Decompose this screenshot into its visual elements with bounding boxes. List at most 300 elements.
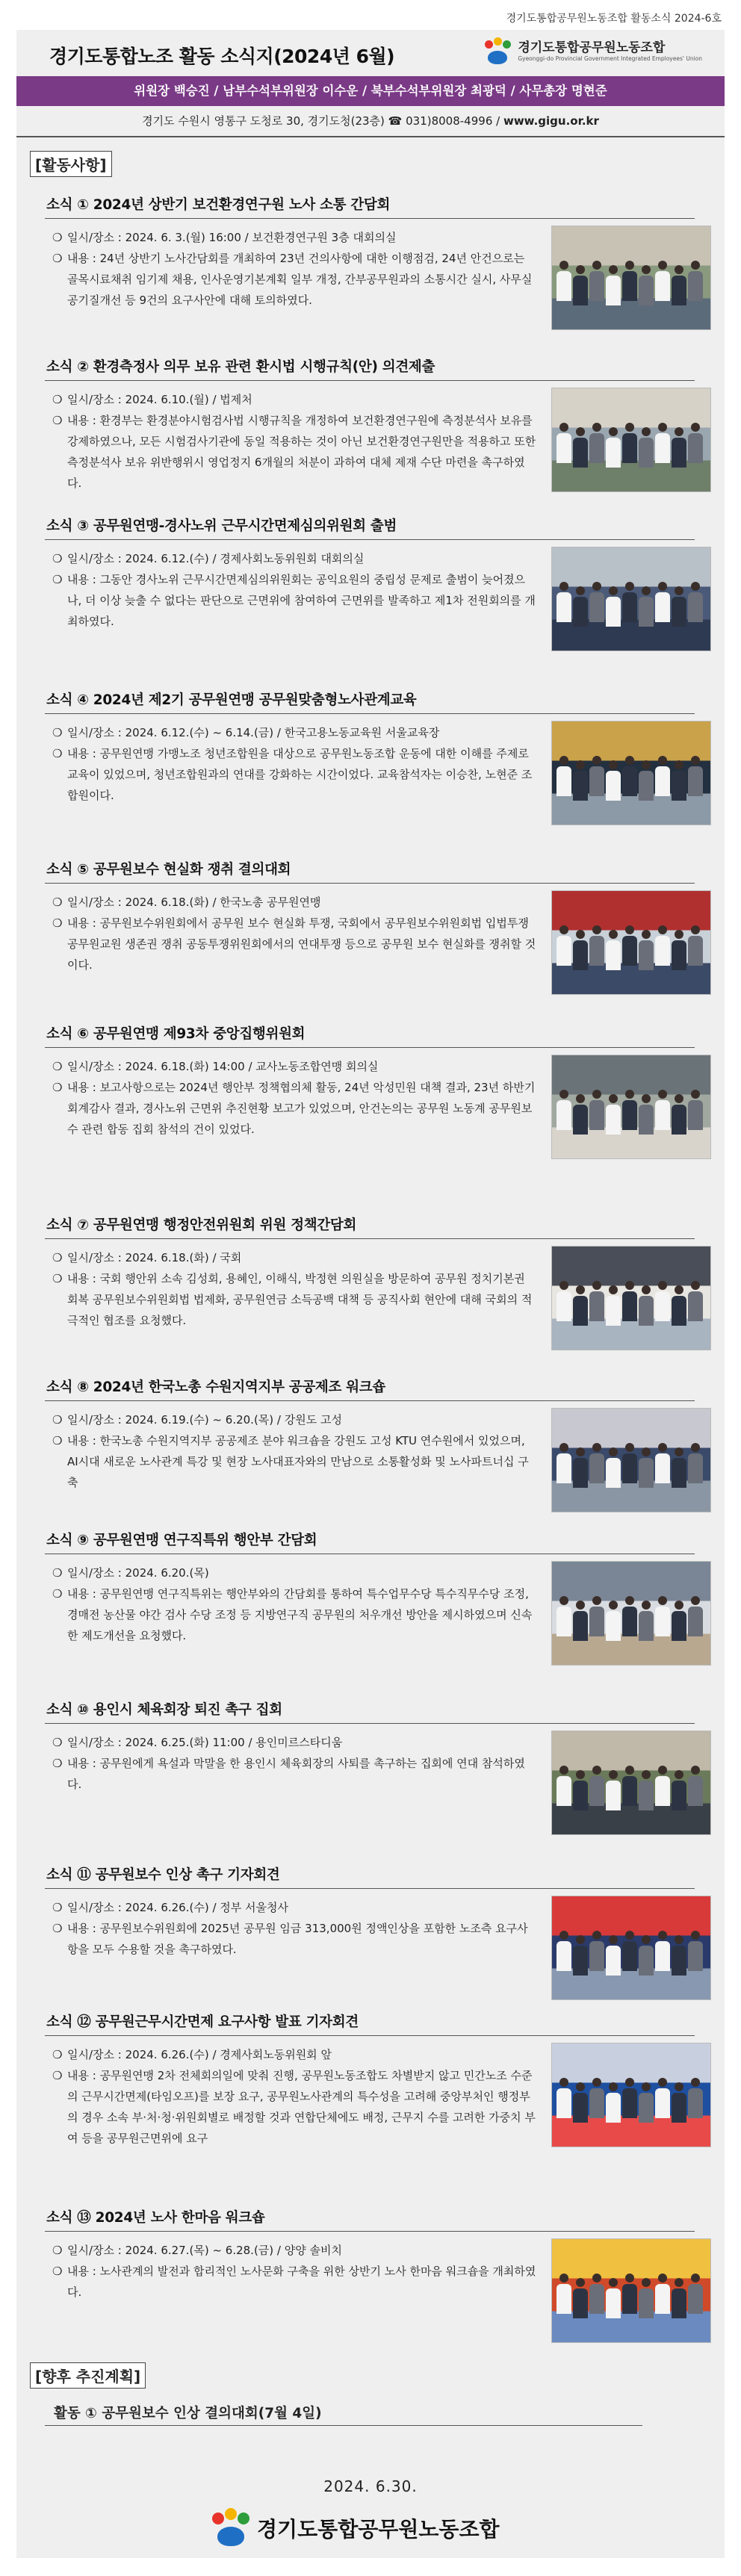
photo-figure bbox=[675, 427, 683, 436]
photo-figure-body bbox=[573, 1458, 588, 1488]
photo-figure-body bbox=[606, 940, 621, 970]
photo-figure-body bbox=[606, 1946, 621, 1976]
photo-figure-body bbox=[556, 1941, 571, 1971]
news-item-text: 일시/장소 : 2024. 6.18.(화) / 한국노총 공무원연맹 bbox=[67, 896, 321, 909]
photo-figure bbox=[675, 1770, 683, 1779]
photo-figure bbox=[592, 1931, 601, 1940]
news-item-title: 소식 ⑫ 공무원근무시간면제 요구사항 발표 기자회견 bbox=[46, 2014, 359, 2030]
photo-figure-body bbox=[556, 2088, 571, 2118]
photo-figure-body bbox=[589, 2284, 604, 2314]
photo-figure bbox=[576, 930, 585, 939]
bullet-icon: ❍ bbox=[52, 747, 63, 760]
plan-divider bbox=[45, 2425, 642, 2426]
news-item-divider bbox=[45, 883, 695, 884]
photo-figure bbox=[576, 1770, 585, 1779]
photo-figure-body bbox=[622, 1607, 637, 1636]
news-item-text: 내용 : 공무원보수위원회에서 공무원 보수 현실화 투쟁, 국회에서 공무원보수위원회법 입법투쟁 공무원교원 생존권 쟁취 공동투쟁위원회에서의 연대투쟁 등으로 공무원 보수 현실화를 쟁취할 것이다. bbox=[67, 916, 536, 972]
bullet-icon: ❍ bbox=[52, 1272, 63, 1285]
photo-figure bbox=[576, 427, 585, 436]
issue-note: 경기도통합공무원노동조합 활동소식 2024-6호 bbox=[506, 13, 722, 25]
photo-figure-body bbox=[573, 940, 588, 970]
bullet-icon: ❍ bbox=[52, 916, 63, 930]
photo-figure-body bbox=[655, 2284, 670, 2314]
photo-figure-body bbox=[573, 1296, 588, 1326]
photo-figure-body bbox=[655, 1941, 670, 1971]
photo-figure bbox=[559, 1443, 568, 1452]
news-item-row bbox=[52, 410, 536, 494]
photo-figure bbox=[642, 2082, 651, 2091]
photo-figure bbox=[609, 2082, 618, 2091]
news-item-divider bbox=[45, 1888, 695, 1889]
photo-figure bbox=[592, 2078, 601, 2087]
bullet-icon: ❍ bbox=[52, 1587, 63, 1601]
bullet-icon: ❍ bbox=[52, 414, 63, 427]
photo-figure-body bbox=[622, 592, 637, 622]
photo-figure bbox=[559, 261, 568, 270]
news-item-text: 일시/장소 : 2024. 6.27.(목) ~ 6.28.(금) / 양양 솔비치 bbox=[67, 2244, 342, 2257]
news-item-row bbox=[52, 1583, 536, 1646]
photo-figure-body bbox=[688, 766, 703, 796]
news-item-title: 소식 ⑦ 공무원연맹 행정안전위원회 위원 정책간담회 bbox=[46, 1217, 357, 1233]
photo-figure bbox=[691, 1443, 700, 1452]
news-item-photo bbox=[551, 721, 711, 825]
newsletter-sheet bbox=[16, 30, 725, 2558]
news-item-text: 내용 : 환경부는 환경분야시험검사법 시행규칙을 개정하여 보건환경연구원에 측정분석사 보유를 강제하였으나, 모든 시험검사기관에 동일 적용하는 것이 아닌 보건환경연구원만을 적용하고 또한 측정분석사 보유 위반행위시 영업정지 6개월의 처분이 과하여 대체 제재 수단 마련을 촉구하였다. bbox=[67, 414, 536, 490]
photo-figure-body bbox=[573, 276, 588, 305]
photo-figure bbox=[642, 586, 651, 595]
photo-figure-body bbox=[573, 771, 588, 801]
photo-figure bbox=[658, 2078, 667, 2087]
photo-figure bbox=[559, 756, 568, 765]
photo-figure bbox=[625, 756, 634, 765]
photo-figure bbox=[559, 2078, 568, 2087]
photo-figure bbox=[576, 760, 585, 769]
photo-figure-body bbox=[589, 1100, 604, 1130]
news-item-photo bbox=[551, 2238, 711, 2343]
photo-figure-body bbox=[639, 1611, 654, 1641]
photo-figure-body bbox=[573, 597, 588, 627]
photo-figure-body bbox=[556, 1776, 571, 1806]
news-item-body bbox=[52, 1247, 536, 1331]
photo-figure-body bbox=[655, 271, 670, 301]
photo-figure-body bbox=[573, 1781, 588, 1810]
news-item-text: 일시/장소 : 2024. 6.26.(수) / 정부 서울청사 bbox=[67, 1901, 288, 1914]
photo-figure-body bbox=[589, 2088, 604, 2118]
news-item-divider bbox=[45, 218, 695, 219]
bullet-icon: ❍ bbox=[52, 393, 63, 406]
photo-figure bbox=[675, 2278, 683, 2287]
photo-figure bbox=[609, 1094, 618, 1103]
photo-figure-body bbox=[622, 1291, 637, 1321]
news-item-divider bbox=[45, 2035, 695, 2036]
photo-figure-body bbox=[556, 766, 571, 796]
photo-figure bbox=[691, 1931, 700, 1940]
photo-figure-body bbox=[589, 1607, 604, 1636]
news-item-photo bbox=[551, 1896, 711, 2000]
photo-figure-body bbox=[622, 1941, 637, 1971]
news-item-text: 내용 : 공무원보수위원회에 2025년 공무원 임금 313,000원 정액인상을 포함한 노조측 요구사항을 모두 수용할 것을 촉구하였다. bbox=[67, 1922, 528, 1956]
photo-figure bbox=[576, 1285, 585, 1294]
bullet-icon: ❍ bbox=[52, 252, 63, 265]
bullet-icon: ❍ bbox=[52, 1757, 63, 1770]
photo-figure bbox=[658, 925, 667, 934]
photo-figure-body bbox=[606, 597, 621, 627]
photo-figure-body bbox=[622, 1453, 637, 1483]
plans-heading: [향후 추진계획] bbox=[30, 2362, 146, 2389]
news-item-body bbox=[52, 1056, 536, 1140]
photo-figure bbox=[691, 1596, 700, 1605]
photo-figure-body bbox=[655, 1453, 670, 1483]
bullet-icon: ❍ bbox=[52, 2244, 63, 2257]
news-item-row bbox=[52, 722, 536, 743]
photo-figure-body bbox=[655, 2088, 670, 2118]
photo-figure-body bbox=[639, 771, 654, 801]
photo-figure bbox=[609, 265, 618, 274]
photo-figure bbox=[691, 2078, 700, 2087]
photo-figure-body bbox=[573, 2288, 588, 2318]
photo-figure bbox=[658, 1443, 667, 1452]
news-item-text: 내용 : 공무원에게 욕설과 막말을 한 용인시 체육회장의 사퇴를 촉구하는 집회에 연대 참석하였다. bbox=[67, 1757, 525, 1791]
photo-figure-body bbox=[672, 1296, 686, 1326]
news-item-photo bbox=[551, 2043, 711, 2147]
bullet-icon: ❍ bbox=[52, 1081, 63, 1094]
news-item-body bbox=[52, 1897, 536, 1960]
news-item-row bbox=[52, 1562, 536, 1583]
news-item-row bbox=[52, 1056, 536, 1077]
news-item-row bbox=[52, 389, 536, 410]
footer-logo bbox=[211, 2508, 500, 2548]
news-item-photo bbox=[551, 388, 711, 492]
photo-figure bbox=[625, 2078, 634, 2087]
photo-figure bbox=[625, 423, 634, 432]
photo-figure bbox=[675, 1285, 683, 1294]
photo-figure bbox=[559, 1090, 568, 1099]
news-item-divider bbox=[45, 539, 695, 540]
photo-figure bbox=[592, 756, 601, 765]
photo-figure bbox=[609, 586, 618, 595]
news-item-photo bbox=[551, 547, 711, 651]
news-item-divider bbox=[45, 380, 695, 381]
photo-figure-body bbox=[606, 2093, 621, 2123]
photo-figure-body bbox=[556, 1100, 571, 1130]
photo-figure bbox=[642, 1094, 651, 1103]
photo-figure-body bbox=[556, 1607, 571, 1636]
officers-bar: 위원장 백승진 / 남부수석부위원장 이수운 / 북부수석부위원장 최광덕 / 사무총장 명현준 bbox=[16, 76, 725, 106]
photo-figure bbox=[592, 1281, 601, 1290]
bullet-icon: ❍ bbox=[52, 573, 63, 586]
photo-figure-body bbox=[589, 1941, 604, 1971]
photo-figure bbox=[609, 1447, 618, 1456]
photo-figure bbox=[658, 1090, 667, 1099]
news-item-row bbox=[52, 1897, 536, 1918]
bullet-icon: ❍ bbox=[52, 1922, 63, 1935]
photo-figure-body bbox=[688, 1100, 703, 1130]
photo-figure-body bbox=[606, 771, 621, 801]
photo-figure bbox=[559, 1596, 568, 1605]
news-item-row bbox=[52, 2044, 536, 2065]
photo-figure bbox=[658, 1281, 667, 1290]
bullet-icon: ❍ bbox=[52, 1736, 63, 1749]
photo-figure bbox=[658, 1596, 667, 1605]
photo-figure bbox=[592, 2274, 601, 2282]
photo-figure bbox=[592, 582, 601, 591]
photo-figure bbox=[625, 1281, 634, 1290]
news-item-text: 내용 : 그동안 경사노위 근무시간면제심의위원회는 공익요원의 중립성 문제로 출범이 늦어졌으나, 더 이상 늦출 수 없다는 판단으로 근면위에 참여하여 근면위를 발족하고 제1차 전원회의를 개최하였다. bbox=[67, 573, 536, 628]
bullet-icon: ❍ bbox=[52, 1434, 63, 1447]
photo-figure bbox=[609, 1935, 618, 1944]
news-item-text: 일시/장소 : 2024. 6.12.(수) / 경제사회노동위원회 대회의실 bbox=[67, 552, 365, 565]
photo-figure bbox=[576, 1601, 585, 1610]
news-item-text: 일시/장소 : 2024. 6.25.(화) 11:00 / 용인미르스타디움 bbox=[67, 1736, 343, 1749]
photo-figure bbox=[559, 423, 568, 432]
photo-figure-body bbox=[672, 2093, 686, 2123]
photo-figure bbox=[625, 582, 634, 591]
photo-figure bbox=[658, 423, 667, 432]
photo-figure-body bbox=[606, 438, 621, 468]
newsletter-title: 경기도통합노조 활동 소식지(2024년 6월) bbox=[49, 46, 395, 67]
photo-figure-body bbox=[622, 433, 637, 463]
news-item-title: 소식 ⑤ 공무원보수 현실화 쟁취 결의대회 bbox=[46, 862, 291, 878]
photo-figure-body bbox=[556, 1453, 571, 1483]
news-item-text: 일시/장소 : 2024. 6.12.(수) ~ 6.14.(금) / 한국고용노동교육원 서울교육장 bbox=[67, 726, 440, 739]
news-item-photo bbox=[551, 1408, 711, 1512]
news-item-row bbox=[52, 892, 536, 913]
news-item-row bbox=[52, 248, 536, 311]
photo-figure-body bbox=[655, 433, 670, 463]
photo-figure bbox=[592, 261, 601, 270]
news-item-text: 내용 : 국회 행안위 소속 김성회, 용혜인, 이해식, 박정현 의원실을 방문하여 공무원 정치기본권 회복 공무원보수위원회법 법제화, 공무원연금 소득공백 대책 등 공직사회 현안에 대해 국회의 적극적인 협조를 요청했다. bbox=[67, 1272, 533, 1327]
photo-figure-body bbox=[639, 1296, 654, 1326]
photo-figure bbox=[625, 1443, 634, 1452]
news-item-title: 소식 ⑥ 공무원연맹 제93차 중앙집행위원회 bbox=[46, 1026, 306, 1042]
photo-figure-body bbox=[589, 1776, 604, 1806]
photo-figure bbox=[691, 2274, 700, 2282]
photo-figure bbox=[642, 265, 651, 274]
photo-figure bbox=[675, 265, 683, 274]
bullet-icon: ❍ bbox=[52, 1566, 63, 1580]
news-item-title: 소식 ⑧ 2024년 한국노총 수원지역지부 공공제조 워크숍 bbox=[46, 1379, 385, 1395]
photo-figure bbox=[691, 1090, 700, 1099]
photo-figure-body bbox=[622, 1776, 637, 1806]
website-link[interactable]: www.gigu.or.kr bbox=[503, 114, 599, 128]
photo-figure-body bbox=[639, 1781, 654, 1810]
photo-figure-body bbox=[672, 438, 686, 468]
news-item-divider bbox=[45, 1238, 695, 1239]
photo-figure bbox=[625, 1596, 634, 1605]
photo-figure bbox=[559, 1281, 568, 1290]
photo-figure-body bbox=[655, 1291, 670, 1321]
news-item-body bbox=[52, 722, 536, 806]
photo-figure-body bbox=[639, 2093, 654, 2123]
photo-figure-body bbox=[556, 2284, 571, 2314]
photo-figure-body bbox=[622, 936, 637, 966]
bullet-icon: ❍ bbox=[52, 552, 63, 565]
photo-figure bbox=[658, 261, 667, 270]
news-item-text: 내용 : 공무원연맹 연구직특위는 행안부와의 간담회를 통하여 특수업무수당 특수직무수당 조정, 경매전 농산물 야간 검사 수당 조정 등 지방연구직 공무원의 처우개선 방안을 제시하였으며 신속한 제도개선을 요청했다. bbox=[67, 1587, 533, 1642]
photo-figure-body bbox=[639, 2288, 654, 2318]
photo-figure-body bbox=[655, 766, 670, 796]
photo-figure bbox=[691, 1281, 700, 1290]
photo-figure-body bbox=[688, 2088, 703, 2118]
news-item-row bbox=[52, 1077, 536, 1140]
photo-figure bbox=[592, 423, 601, 432]
photo-figure-body bbox=[688, 2284, 703, 2314]
photo-figure-body bbox=[573, 1105, 588, 1135]
photo-figure bbox=[675, 586, 683, 595]
photo-figure-body bbox=[606, 1611, 621, 1641]
news-item-row bbox=[52, 1430, 536, 1493]
news-item-body bbox=[52, 2044, 536, 2149]
photo-figure-body bbox=[589, 766, 604, 796]
address-line bbox=[16, 106, 725, 137]
photo-figure-body bbox=[639, 597, 654, 627]
photo-figure-body bbox=[672, 1611, 686, 1641]
photo-figure-body bbox=[606, 2288, 621, 2318]
photo-figure bbox=[658, 1931, 667, 1940]
union-name-en: Gyeonggi-do Provincial Government Integrated Employees' Union bbox=[518, 55, 702, 62]
photo-figure-body bbox=[556, 592, 571, 622]
photo-figure-body bbox=[672, 1946, 686, 1976]
photo-figure-body bbox=[639, 1105, 654, 1135]
union-logo bbox=[483, 37, 702, 66]
photo-figure bbox=[691, 582, 700, 591]
photo-figure-body bbox=[688, 433, 703, 463]
bullet-icon: ❍ bbox=[52, 1251, 63, 1264]
photo-figure bbox=[576, 2082, 585, 2091]
photo-figure bbox=[576, 1447, 585, 1456]
news-item-row bbox=[52, 2240, 536, 2261]
photo-figure bbox=[675, 930, 683, 939]
bullet-icon: ❍ bbox=[52, 726, 63, 739]
photo-figure bbox=[642, 1447, 651, 1456]
photo-figure-body bbox=[672, 1105, 686, 1135]
photo-figure bbox=[658, 756, 667, 765]
photo-figure-body bbox=[589, 1453, 604, 1483]
news-item-text: 내용 : 24년 상반기 노사간담회를 개최하여 23년 건의사항에 대한 이행점검, 24년 안건으로는 골목시료채취 임기제 채용, 인사운영기본계획 일부 개정, 간부공무원과의 소통시간 실시, 사무실 공기질개선 등 9건의 요구사안에 대해 토의하였다. bbox=[67, 252, 533, 307]
photo-figure-body bbox=[573, 438, 588, 468]
photo-figure bbox=[559, 1931, 568, 1940]
photo-figure bbox=[642, 1285, 651, 1294]
photo-figure-body bbox=[622, 271, 637, 301]
photo-figure bbox=[559, 2274, 568, 2282]
photo-figure bbox=[642, 427, 651, 436]
address-text: 경기도 수원시 영통구 도청로 30, 경기도청(23층) ☎ 031)8008-4996 / bbox=[142, 114, 500, 128]
bullet-icon: ❍ bbox=[52, 1060, 63, 1073]
photo-figure-body bbox=[672, 276, 686, 305]
news-item-text: 일시/장소 : 2024. 6.18.(화) / 국회 bbox=[67, 1251, 242, 1264]
photo-figure bbox=[592, 1090, 601, 1099]
news-item-row bbox=[52, 2261, 536, 2303]
news-item-row bbox=[52, 1268, 536, 1331]
photo-figure bbox=[625, 2274, 634, 2282]
activities-heading: [활동사항] bbox=[30, 151, 112, 177]
union-logo-icon bbox=[483, 37, 512, 66]
photo-figure bbox=[675, 1935, 683, 1944]
photo-figure-body bbox=[589, 271, 604, 301]
news-item-text: 내용 : 보고사항으로는 2024년 행안부 정책협의체 활동, 24년 악성민원 대책 결과, 23년 하반기 회계감사 결과, 경사노위 근면위 추진현황 보고가 있었으며, 안건논의는 공무원 노동계 공무원보수 관련 합동 집회 참석의 건이 있었다. bbox=[67, 1081, 536, 1136]
photo-figure bbox=[592, 925, 601, 934]
photo-figure bbox=[642, 760, 651, 769]
photo-figure bbox=[609, 1285, 618, 1294]
news-item-row bbox=[52, 1409, 536, 1430]
photo-figure bbox=[625, 261, 634, 270]
photo-figure bbox=[576, 265, 585, 274]
photo-figure-body bbox=[688, 1776, 703, 1806]
photo-figure bbox=[691, 925, 700, 934]
photo-figure-body bbox=[622, 2284, 637, 2314]
photo-figure-body bbox=[672, 2288, 686, 2318]
photo-figure-body bbox=[556, 271, 571, 301]
bullet-icon: ❍ bbox=[52, 2265, 63, 2278]
news-item-title: 소식 ③ 공무원연맹-경사노위 근무시간면제심의위원회 출범 bbox=[46, 518, 397, 534]
news-item-divider bbox=[45, 713, 695, 714]
header bbox=[16, 30, 725, 76]
photo-figure-body bbox=[573, 1611, 588, 1641]
photo-figure-body bbox=[606, 1781, 621, 1810]
photo-figure bbox=[625, 925, 634, 934]
footer-logo-icon bbox=[211, 2508, 251, 2548]
news-item-divider bbox=[45, 2231, 695, 2232]
footer-union-name: 경기도통합공무원노동조합 bbox=[257, 2517, 500, 2542]
bullet-icon: ❍ bbox=[52, 1901, 63, 1914]
photo-figure-body bbox=[589, 936, 604, 966]
photo-figure-body bbox=[655, 1776, 670, 1806]
photo-figure bbox=[691, 261, 700, 270]
photo-figure bbox=[559, 582, 568, 591]
news-item-text: 내용 : 노사관계의 발전과 합리적인 노사문화 구축을 위한 상반기 노사 한마음 워크숍을 개최하였다. bbox=[67, 2265, 536, 2299]
news-item-row bbox=[52, 1753, 536, 1795]
bullet-icon: ❍ bbox=[52, 896, 63, 909]
news-item-photo bbox=[551, 1731, 711, 1835]
photo-figure-body bbox=[639, 276, 654, 305]
photo-figure-body bbox=[606, 276, 621, 305]
photo-figure-body bbox=[639, 1458, 654, 1488]
news-item-row bbox=[52, 227, 536, 248]
news-item-row bbox=[52, 569, 536, 632]
news-item-divider bbox=[45, 1400, 695, 1401]
photo-figure-body bbox=[672, 597, 686, 627]
news-item-text: 일시/장소 : 2024. 6.20.(목) bbox=[67, 1566, 209, 1580]
photo-figure-body bbox=[688, 936, 703, 966]
photo-figure bbox=[609, 760, 618, 769]
news-item-body bbox=[52, 227, 536, 311]
photo-figure bbox=[691, 423, 700, 432]
photo-figure-body bbox=[688, 1291, 703, 1321]
news-item-text: 내용 : 공무원연맹 2차 전체회의일에 맞춰 진행, 공무원노동조합도 차별받지 않고 민간노조 수준의 근무시간면제(타임오프)를 보장 요구, 공무원노사관계의 특수성을 고려해 중앙부처인 행정부의 경우 소속 부·처·청·위원회별로 배정할 것과 연합단체에도 배정, 근무지 수를 고려한 가중치 부여 등을 공무원근면위에 요구 bbox=[67, 2069, 536, 2145]
news-item-photo bbox=[551, 1561, 711, 1666]
photo-figure bbox=[691, 756, 700, 765]
photo-figure-body bbox=[606, 1458, 621, 1488]
photo-figure bbox=[609, 1770, 618, 1779]
news-item-divider bbox=[45, 1047, 695, 1048]
photo-figure bbox=[658, 582, 667, 591]
photo-figure-body bbox=[556, 1291, 571, 1321]
news-item-title: 소식 ⑩ 용인시 체육회장 퇴진 촉구 집회 bbox=[46, 1702, 282, 1718]
photo-figure-body bbox=[688, 1607, 703, 1636]
photo-figure-body bbox=[589, 592, 604, 622]
photo-figure-body bbox=[688, 592, 703, 622]
photo-figure-body bbox=[639, 1946, 654, 1976]
photo-figure-body bbox=[655, 1607, 670, 1636]
news-item-title: 소식 ⑬ 2024년 노사 한마음 워크숍 bbox=[46, 2210, 265, 2226]
news-item-photo bbox=[551, 1246, 711, 1350]
news-item-body bbox=[52, 1409, 536, 1493]
photo-figure-body bbox=[672, 940, 686, 970]
news-item-body bbox=[52, 2240, 536, 2303]
photo-figure bbox=[576, 586, 585, 595]
photo-figure bbox=[609, 2278, 618, 2287]
news-item-row bbox=[52, 548, 536, 569]
